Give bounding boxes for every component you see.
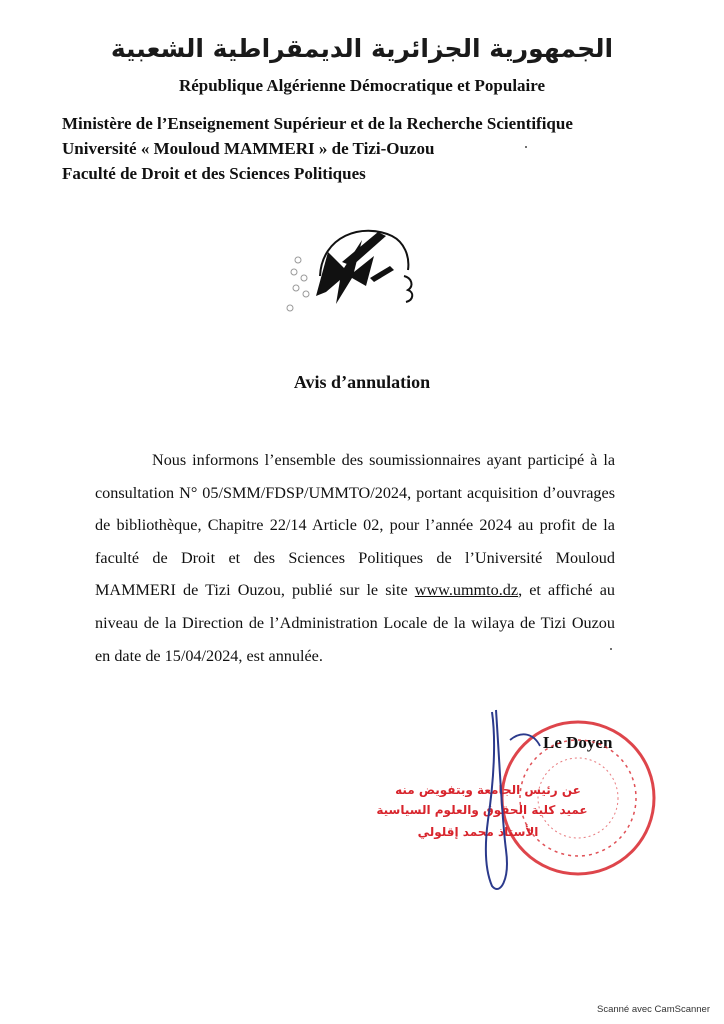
scan-speck [610, 648, 612, 650]
notice-body-start: Nous informons l’ensemble des soumissionnaires ayant participé à la consultation N° 05/SMM/FDSP/UMMTO/2024, portant acquisition d’ouvrages de bibliothèque, Chapitre 22/14 Article 02, pour l’année 2024 au profit de la faculté de Droit et des Sciences Politiques de l’Université Mouloud MAMMERI de Tizi Ouzou, publié sur le site [95, 451, 615, 600]
scan-speck [525, 146, 527, 148]
site-link[interactable]: www.ummto.dz [414, 581, 519, 600]
republic-name: République Algérienne Démocratique et Populaire [178, 76, 546, 95]
arabic-republic-title: الجمهورية الجزائرية الديمقراطية الشعبية [110, 34, 614, 63]
official-stamp-signature [360, 700, 660, 900]
faculty-name: Faculté de Droit et des Sciences Politiques [62, 164, 366, 183]
stamp-line-1: عن رئيس الجامعة وبتفويض منه [395, 783, 581, 797]
notice-body [95, 444, 615, 672]
university-name: Université « Mouloud MAMMERI » de Tizi-Ouzou [62, 139, 435, 158]
ministry-name: Ministère de l’Enseignement Supérieur et de la Recherche Scientifique [62, 114, 573, 133]
notice-body-end: , et affiché au niveau de la Direction de l’Administration Locale de la wilaya de Tizi Ouzou en date de 15/04/2024, est annulée. [95, 581, 615, 665]
stamp-line-2: عميد كلية الحقوق والعلوم السياسية [376, 803, 588, 817]
stamp-line-3: الأستاذ محمد إقلولي [417, 825, 539, 839]
scanner-watermark: Scanné avec CamScanner [596, 1004, 710, 1015]
university-logo [282, 216, 422, 324]
notice-title: Avis d’annulation [293, 372, 431, 392]
signatory-title: Le Doyen [543, 733, 613, 752]
